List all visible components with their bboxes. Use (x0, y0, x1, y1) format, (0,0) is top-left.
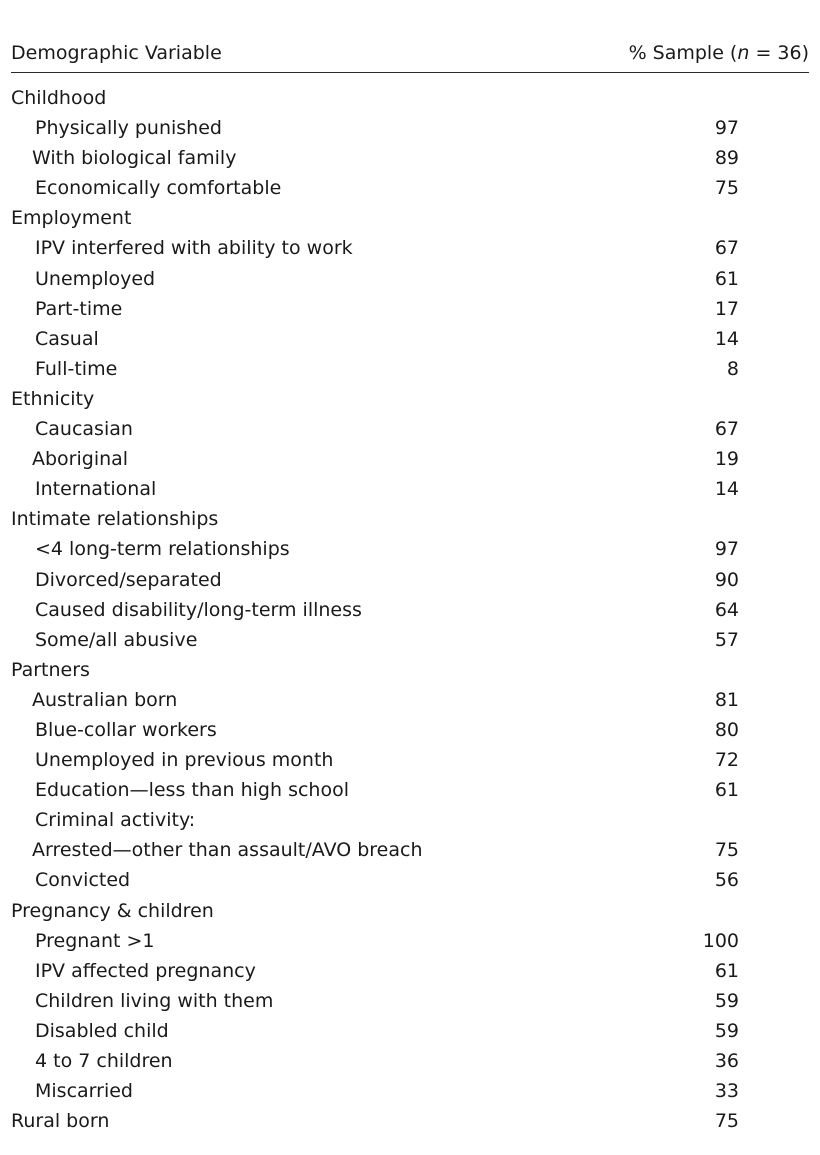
row-value: 61 (714, 779, 739, 802)
sample-n: n (737, 42, 750, 64)
row-label: Children living with them (35, 989, 274, 1012)
row-value: 72 (714, 749, 739, 772)
table-row (0, 625, 820, 655)
table-row (0, 715, 820, 745)
row-label: Arrested—other than assault/AVO breach (32, 839, 423, 862)
row-label: Criminal activity: (35, 809, 196, 832)
table-row (0, 294, 820, 324)
row-label: Disabled child (35, 1019, 169, 1042)
row-value: 67 (714, 237, 739, 260)
row-value: 17 (714, 297, 739, 320)
row-label: Full-time (35, 357, 118, 380)
row-label: <4 long-term relationships (35, 538, 290, 561)
row-value: 81 (714, 688, 739, 711)
row-label: Australian born (32, 688, 178, 711)
table-row (0, 685, 820, 715)
row-value: 57 (714, 628, 739, 651)
section-label: Partners (11, 658, 90, 681)
row-value: 59 (714, 989, 739, 1012)
table-body (0, 83, 820, 1136)
row-label: Economically comfortable (35, 177, 282, 200)
table-row (0, 926, 820, 956)
section-label: Employment (11, 207, 132, 230)
row-label: Divorced/separated (35, 568, 222, 591)
table-row (0, 805, 820, 835)
section-label: Childhood (11, 87, 107, 109)
row-value: 75 (714, 1110, 739, 1133)
row-value: 33 (714, 1080, 739, 1103)
table-row (0, 986, 820, 1016)
row-value: 100 (702, 929, 739, 952)
row-label: International (35, 478, 157, 501)
row-label: Blue-collar workers (35, 718, 217, 741)
row-label: 4 to 7 children (35, 1050, 173, 1072)
row-label: Miscarried (35, 1080, 133, 1103)
table-row (0, 354, 820, 384)
table-row (0, 233, 820, 263)
row-label: Pregnant >1 (35, 929, 155, 952)
row-label: Caucasian (35, 418, 133, 441)
table-row (0, 956, 820, 986)
row-label: Part-time (35, 297, 123, 320)
row-value: 14 (714, 327, 739, 350)
row-value: 67 (714, 418, 739, 441)
row-value: 75 (714, 839, 739, 862)
row-value: 56 (714, 869, 739, 892)
section-label: Pregnancy & children (11, 899, 214, 922)
row-label: Casual (35, 327, 99, 350)
table-header (11, 36, 809, 70)
table-row (0, 143, 820, 173)
row-value: 14 (714, 478, 739, 501)
table-row (0, 1076, 820, 1106)
section-row (0, 203, 820, 233)
section-row (0, 504, 820, 534)
table-row (0, 1046, 820, 1076)
row-label: Physically punished (35, 117, 222, 140)
table-row (0, 264, 820, 294)
sample-suffix: = 36) (749, 42, 809, 64)
row-value: 8 (726, 357, 739, 380)
row-label: Convicted (35, 869, 131, 892)
section-label: Rural born (11, 1110, 110, 1133)
row-label: With biological family (32, 147, 237, 170)
row-value: 97 (714, 538, 739, 561)
row-label: Aboriginal (32, 448, 129, 471)
row-label: Some/all abusive (35, 628, 198, 651)
section-row (0, 1106, 820, 1136)
header-rule (11, 72, 809, 73)
row-value: 36 (714, 1050, 739, 1072)
section-row (0, 83, 820, 113)
row-value: 19 (714, 448, 739, 471)
table-row (0, 113, 820, 143)
table-row (0, 1016, 820, 1046)
row-value: 59 (714, 1019, 739, 1042)
row-label: IPV interfered with ability to work (35, 237, 353, 260)
row-label: Unemployed in previous month (35, 749, 334, 772)
table-row (0, 595, 820, 625)
table-row (0, 444, 820, 474)
table-row (0, 865, 820, 895)
row-label: Caused disability/long-term illness (35, 598, 362, 621)
table-row (0, 474, 820, 504)
column-header-variable: Demographic Variable (11, 42, 222, 64)
row-value: 90 (714, 568, 739, 591)
table-row (0, 534, 820, 564)
row-value: 61 (714, 959, 739, 982)
table-row (0, 835, 820, 865)
section-label: Intimate relationships (11, 508, 219, 531)
section-row (0, 896, 820, 926)
section-row (0, 384, 820, 414)
row-value: 89 (714, 147, 739, 170)
row-value: 97 (714, 117, 739, 140)
row-label: Unemployed (35, 267, 156, 290)
column-header-sample (629, 36, 809, 70)
table-row (0, 324, 820, 354)
row-value: 64 (714, 598, 739, 621)
table-row (0, 745, 820, 775)
table-row (0, 775, 820, 805)
row-label: Education—less than high school (35, 779, 349, 802)
table-row (0, 173, 820, 203)
sample-prefix: % Sample ( (628, 42, 738, 64)
row-value: 80 (714, 718, 739, 741)
row-label: IPV affected pregnancy (35, 959, 256, 982)
table-row (0, 565, 820, 595)
section-label: Ethnicity (11, 387, 95, 410)
table-row (0, 414, 820, 444)
row-value: 75 (714, 177, 739, 200)
row-value: 61 (714, 267, 739, 290)
section-row (0, 655, 820, 685)
